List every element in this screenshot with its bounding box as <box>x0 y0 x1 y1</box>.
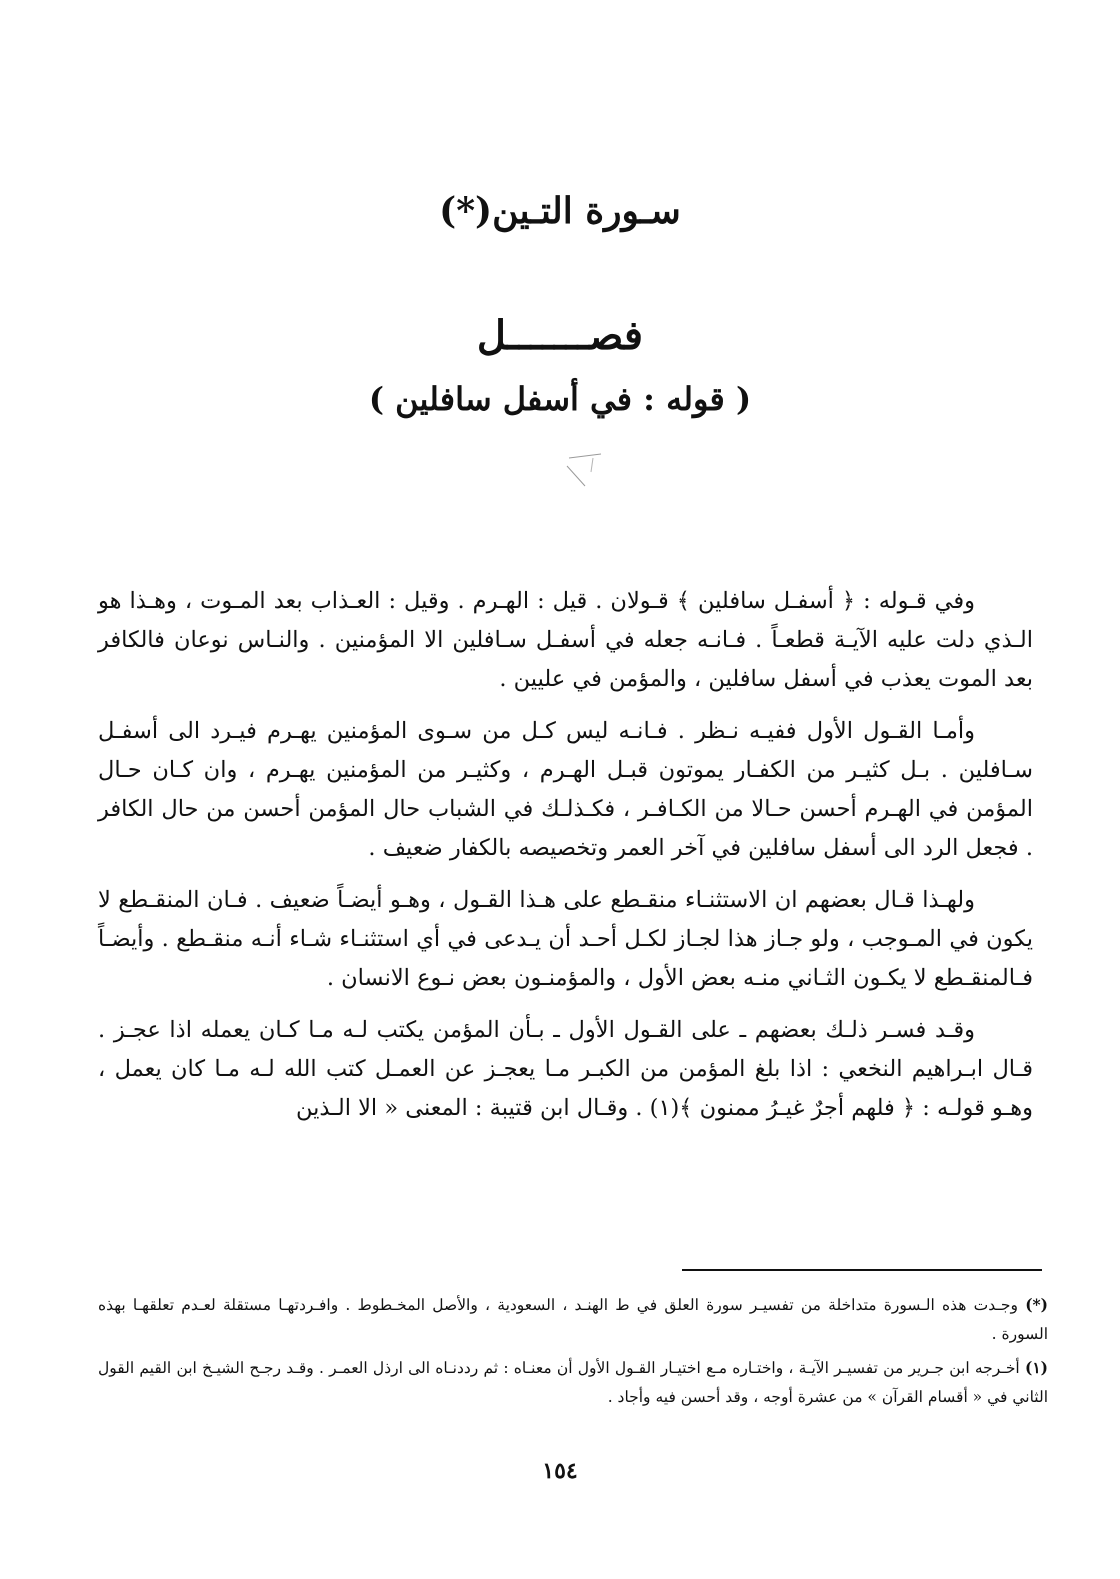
footnote-text: أخـرجه ابن جـرير من تفسيـر الآيـة ، واختـاره مـع اختيـار القـول الأول أن معنـاه : ثم رددنـاه الى ارذل العمـر . وقـد رجـح الشيـخ ابن القيم القول الثاني في « أقسام القرآن » من عشرة أوجه ، وقد أحسن فيه وأجاد . <box>98 1359 1048 1406</box>
footnote <box>98 1353 1048 1412</box>
main-text <box>98 582 1033 1141</box>
paragraph: وفي قـوله : ﴿ أسفـل سافلين ﴾ قـولان . قيل : الهـرم . وقيل : العـذاب بعد المـوت ، وهـذا هو الـذي دلت عليه الآيـة قطعـاً . فـانـه جعله في أسفـل سـافلين الا المؤمنين . والنـاس نوعان فالكافر بعد الموت يعذب في أسفل سافلين ، والمؤمن في عليين . <box>98 588 1033 692</box>
section-subtitle: ( قوله : في أسفل سافلين ) <box>368 380 752 418</box>
footnotes <box>98 1290 1048 1416</box>
footnote-marker: (١) <box>1024 1358 1048 1377</box>
paragraph: وأمـا القـول الأول ففيـه نـظر . فـانـه ليس كـل من سـوى المؤمنين يهـرم فيـرد الى أسفـل سـافلين . بـل كثيـر من الكفـار يموتون قبـل الهـرم ، وكثيـر من المؤمنين يهـرم ، وان كـان حـال المؤمن في الهـرم أحسن حـالا من الكـافـر ، فكـذلـك في الشباب حال المؤمن أحسن من حال الكافر . فجعل الرد الى أسفل سافلين في آخر العمر وتخصيصه بالكفار ضعيف . <box>98 718 1033 861</box>
footnote-marker: (*) <box>1025 1295 1048 1314</box>
paragraph: ولهـذا قـال بعضهم ان الاستثنـاء منقـطع على هـذا القـول ، وهـو أيضـاً ضعيف . فـان المنقـطع لا يكون في المـوجب ، ولو جـاز هذا لجـاز لكـل أحـد أن يـدعى في أي استثنـاء شـاء أنـه منقـطع . وأيضـاً فـالمنقـطع لا يكـون الثـاني منـه بعض الأول ، والمؤمنـون بعض نـوع الانسان . <box>98 887 1033 991</box>
section-title: فصـــــــل <box>476 312 644 359</box>
paragraph: وقـد فسـر ذلـك بعضهم ـ على القـول الأول ـ بـأن المؤمن يكتب لـه مـا كـان يعمله اذا عجـز . قـال ابـراهيم النخعي : اذا بلغ المؤمن من الكبـر مـا يعجـز عن العمـل كتب الله لـه مـا كان يعمل ، وهـو قولـه : ﴿ فلهم أجرٌ غيـرُ ممنون ﴾(١) . وقـال ابن قتيبة : المعنى « الا الـذين <box>98 1017 1033 1121</box>
footnote <box>98 1290 1048 1349</box>
scan-mark-icon <box>565 452 605 488</box>
footnote-text: وجـدت هذه الـسورة متداخلة من تفسيـر سورة العلق في ط الهنـد ، السعودية ، والأصل المخـطوط . وافـردتهـا مستقلة لعـدم تعلقهـا بهذه السورة . <box>98 1296 1048 1343</box>
page-number: ١٥٤ <box>542 1458 578 1484</box>
footnote-divider <box>682 1269 1042 1271</box>
surah-title: سـورة التـين(*) <box>439 190 681 232</box>
